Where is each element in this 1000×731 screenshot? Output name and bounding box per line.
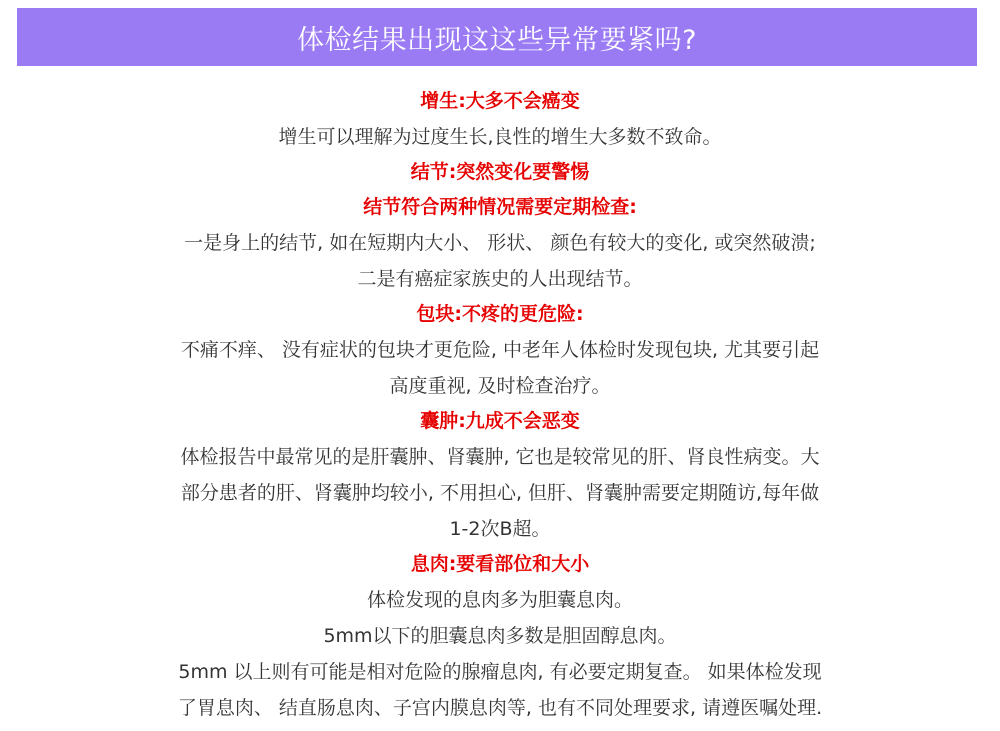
section-cyst <box>130 404 870 547</box>
paragraph-line: 一是身上的结节, 如在短期内大小、 形状、 颜色有较大的变化, 或突然破溃; <box>184 232 816 254</box>
section-heading: 结节符合两种情况需要定期检查: <box>363 196 637 218</box>
paragraph-line: 二是有癌症家族史的人出现结节。 <box>357 268 643 290</box>
paragraph-line: 体检报告中最常见的是肝囊肿、肾囊肿, 它也是较常见的肝、肾良性病变。大 <box>180 446 820 468</box>
article-title-banner <box>17 8 977 66</box>
section-heading: 息肉:要看部位和大小 <box>410 553 590 575</box>
section-heading: 结节:突然变化要警惕 <box>410 161 590 183</box>
section-polyp <box>130 547 870 726</box>
paragraph-line: 5mm以下的胆囊息肉多数是胆固醇息肉。 <box>323 625 677 647</box>
section-nodule <box>130 155 870 190</box>
section-heading: 增生:大多不会癌变 <box>420 90 580 112</box>
paragraph-line: 增生可以理解为过度生长,良性的增生大多数不致命。 <box>278 126 722 148</box>
paragraph-line: 5mm 以上则有可能是相对危险的腺瘤息肉, 有必要定期复查。 如果体检发现 <box>178 661 822 683</box>
paragraph-line: 了胃息肉、 结直肠息肉、子宫内膜息肉等, 也有不同处理要求, 请遵医嘱处理. <box>177 697 823 719</box>
paragraph-line: 部分患者的肝、肾囊肿均较小, 不用担心, 但肝、肾囊肿需要定期随访,每年做 <box>180 482 820 504</box>
paragraph-line: 高度重视, 及时检查治疗。 <box>389 375 611 397</box>
section-nodule-check <box>130 190 870 297</box>
article-body <box>0 84 1000 726</box>
section-hyperplasia <box>130 84 870 155</box>
section-heading: 包块:不疼的更危险: <box>416 303 584 325</box>
section-heading: 囊肿:九成不会恶变 <box>420 410 580 432</box>
paragraph-line: 不痛不痒、 没有症状的包块才更危险, 中老年人体检时发现包块, 尤其要引起 <box>180 339 820 361</box>
article-title: 体检结果出现这这些异常要紧吗? <box>297 24 697 56</box>
paragraph-line: 体检发现的息肉多为胆囊息肉。 <box>366 589 633 611</box>
section-lump <box>130 297 870 404</box>
paragraph-line: 1-2次B超。 <box>449 518 551 540</box>
